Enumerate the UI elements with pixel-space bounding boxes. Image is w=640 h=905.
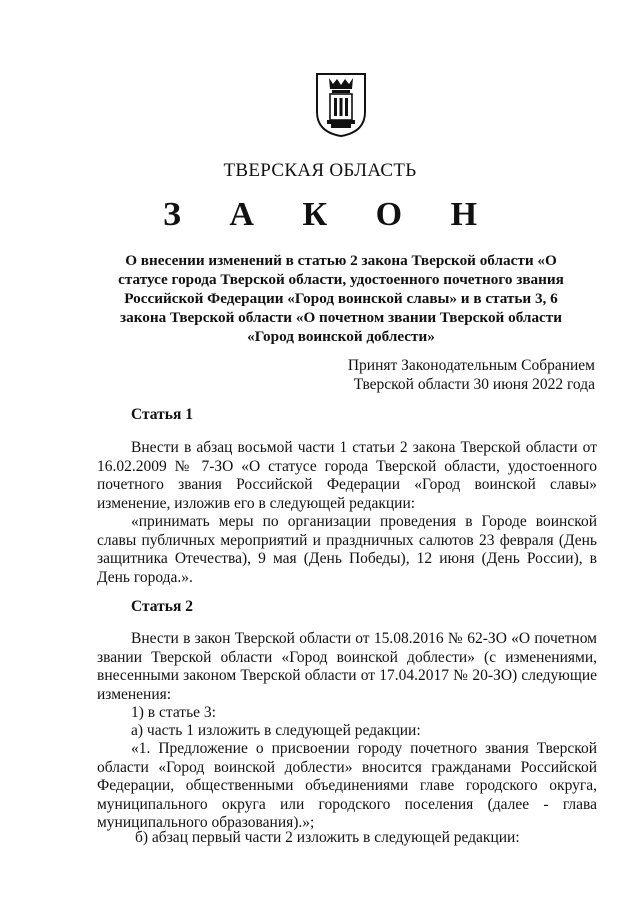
article-2-item-1b: б) абзац первый части 2 изложить в следующей редакции: xyxy=(135,829,520,846)
region-title: ТВЕРСКАЯ ОБЛАСТЬ xyxy=(223,160,417,181)
article-2-paragraph-1: Внести в закон Тверской области от 15.08.2016 № 62-ЗО «О почетном звании Тверской области «Город воинской доблести» (с изменениями, внесенными законом Тверской области от 17.04.2017 № 20-ЗО) следующие изменения: xyxy=(97,630,597,703)
law-subject: О внесении изменений в статью 2 закона Тверской области «О статусе города Тверской области, удостоенного почетного звания Российской Федерации «Город воинской славы» и в статьи 3, 6 закона Тверской области «О почетном звании Тверской области «Город воинской доблести» xyxy=(118,252,564,345)
article-1-title: Статья 1 xyxy=(131,406,193,423)
article-1-paragraph-1: Внести в абзац восьмой части 1 статьи 2 закона Тверской области от 16.02.2009 № 7-ЗО «О статусе города Тверской области, удостоенного почетного звания Российской Федерации «Город воинской славы» изменение, изложив его в следующей редакции: xyxy=(97,439,597,512)
adoption-line-2: Тверской области 30 июня 2022 года xyxy=(353,376,595,393)
article-1-paragraph-2: «принимать меры по организации проведения в Городе воинской славы публичных мероприятий и праздничных салютов 23 февраля (День защитника Отечества), 9 мая (День Победы), 12 июня (День России), в День города.». xyxy=(97,513,597,586)
article-2-quote: «1. Предложение о присвоении городу почетного звания Тверской области «Город воинской доблести» вносится гражданами Российской Федерации, общественными объединениями главе городского округа, муниципального округа или городского поселения (далее - глава муниципального образования).»; xyxy=(97,740,597,832)
document-type-title: З А К О Н xyxy=(162,196,498,233)
article-2-title: Статья 2 xyxy=(131,598,193,615)
adoption-line-1: Принят Законодательным Собранием xyxy=(347,357,595,374)
article-2-item-1a: а) часть 1 изложить в следующей редакции: xyxy=(131,722,421,739)
adoption-note xyxy=(348,356,595,394)
article-2-item-1: 1) в статье 3: xyxy=(131,704,216,721)
tver-coat-of-arms-icon xyxy=(315,72,367,138)
